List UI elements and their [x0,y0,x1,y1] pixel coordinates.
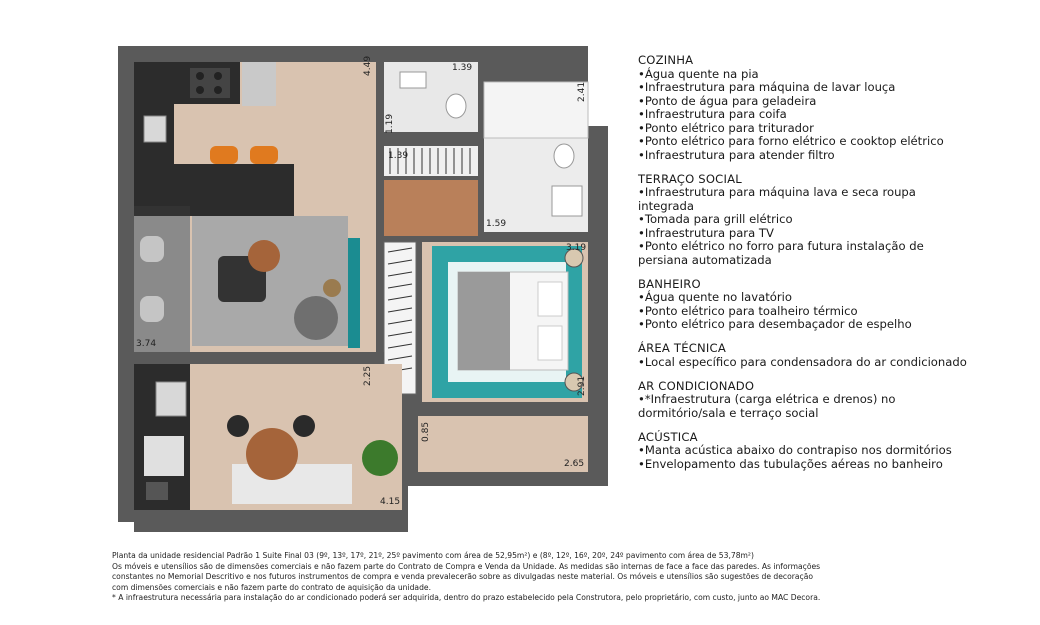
dining-table [246,428,298,480]
section-title: COZINHA [638,53,694,67]
kitchen-sink [144,116,166,142]
footnote-line: Os móveis e utensílios são de dimensões comerciais e não fazem parte do Contrato de Compra e Venda da Unidade. As medidas são internas de face a face das paredes. As informações [112,561,821,571]
laundry-sink [156,382,186,416]
toilet [446,94,466,118]
list-item: • Ponto elétrico no forro para futura instalação de persiana automatizada [638,240,968,267]
dining-chair [293,415,315,437]
stove [190,68,230,98]
burner [196,72,204,80]
armchair [140,236,164,262]
lounge-chair [294,296,338,340]
coffee-table [248,240,280,272]
list-item: • *Infraestrutura (carga elétrica e drenos) no dormitório/sala e terraço social [638,393,968,420]
tv-panel [348,238,360,348]
pillow [538,282,562,316]
sofa [134,216,190,352]
section-title: ÁREA TÉCNICA [638,341,726,355]
section-banheiro [638,278,968,332]
list-item: • Tomada para grill elétrico [638,213,968,227]
list-item: • Ponto elétrico para triturador [638,122,968,136]
side-table [323,279,341,297]
section-title: ACÚSTICA [638,429,698,444]
list-item: • Manta acústica abaixo do contrapiso nos dormitórios [638,444,968,458]
bar-stool [250,146,278,164]
list-item: • Infraestrutura para coifa [638,108,968,122]
list-item: • Local específico para condensadora do ar condicionado [638,356,968,370]
bar-stool [210,146,238,164]
dimension-label: 2.25 [363,365,373,386]
dimension-label: 2.91 [577,375,587,396]
fridge [242,62,276,106]
list-item: • Infraestrutura para TV [638,227,968,241]
dimension-label: 4.15 [380,497,401,507]
exterior-notch-bottom [408,486,608,532]
list-item: • Ponto de água para geladeira [638,95,968,109]
section-title: AR CONDICIONADO [638,378,755,393]
list-item: • Ponto elétrico para forno elétrico e cooktop elétrico [638,135,968,149]
bedroom-balcony [418,416,588,472]
section-area-tecnica [638,342,968,369]
burner [196,86,204,94]
bed-blanket [458,272,510,370]
section-ar-condicionado [638,380,968,421]
dimension-label: 1.39 [452,63,473,73]
grill [146,482,168,500]
dining-chair [227,415,249,437]
list-item: • Infraestrutura para atender filtro [638,149,968,163]
dimension-label: 1.59 [486,219,507,229]
list-item: • Infraestrutura para máquina de lavar louça [638,81,968,95]
partition-wall [376,62,384,352]
footnote-line: com dimensões comerciais e não fazem parte do contrato de aquisição da unidade. [112,582,431,592]
washer [144,436,184,476]
floor-plan [118,46,608,532]
armchair [140,296,164,322]
features-list [638,54,968,482]
footnote-line: constantes no Memorial Descritivo e nos futuros instrumentos de compra e venda prevalecerão sobre as divulgadas neste material. Os móveis e utensílios são sugestões de decoração [112,572,813,581]
list-item: • Ponto elétrico para toalheiro térmico [638,305,968,319]
dimension-label: 2.41 [577,81,587,102]
burner [214,72,222,80]
footnote-line: * A infraestrutura necessária para instalação do ar condicionado poderá ser adquirida, dentro do prazo estabelecido pela Construtora, pelo proprietário, com custo, junto ao MAC Decora. [112,593,821,602]
section-title: BANHEIRO [638,276,701,291]
dimension-label: 1.19 [385,113,395,134]
dimension-label: 3.74 [136,339,157,349]
dimension-label: 3.19 [566,243,587,253]
list-item: • Ponto elétrico para desembaçador de espelho [638,318,968,332]
footnote-line: Planta da unidade residencial Padrão 1 Suite Final 03 (9º, 13º, 17º, 21º, 25º pavimento com área de 52,95m²) e (8º, 12º, 16º, 20º, 24º pavimento com área de 53,78m²) [112,551,754,560]
section-acustica [638,431,968,472]
bathroom-sink [400,72,426,88]
list-item: • Envelopamento das tubulações aéreas no banheiro [638,458,968,472]
plant [362,440,398,476]
footnotes [112,551,992,604]
dimension-label: 1.39 [388,151,409,161]
section-terraco-social [638,173,968,268]
dimension-label: 2.65 [564,459,585,469]
bathroom-sink [552,186,582,216]
hallway-floor [384,180,478,236]
toilet [554,144,574,168]
section-title: TERRAÇO SOCIAL [638,171,742,186]
dimension-label: 0.85 [421,421,431,442]
exterior-notch-left [118,522,134,532]
list-item: • Infraestrutura para máquina lava e seca roupa integrada [638,186,968,213]
burner [214,86,222,94]
section-cozinha [638,54,968,162]
list-item: • Água quente na pia [638,68,968,82]
exterior-notch [588,46,608,126]
list-item: • Água quente no lavatório [638,291,968,305]
dimension-label: 4.49 [363,55,373,76]
horizontal-wall [134,352,384,360]
pillow [538,326,562,360]
shower [484,82,588,138]
